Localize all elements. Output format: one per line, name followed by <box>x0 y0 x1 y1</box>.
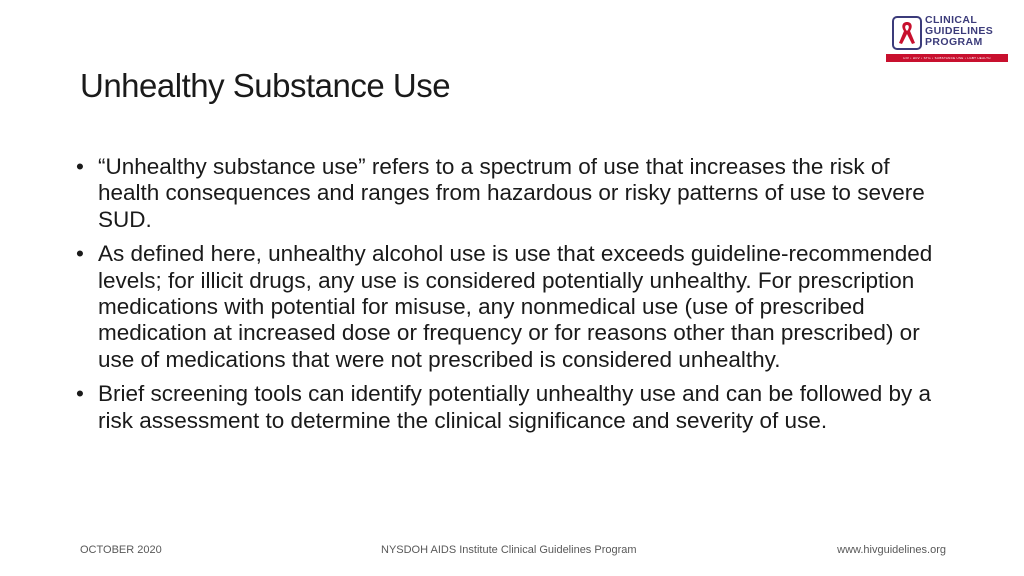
bullet-text: “Unhealthy substance use” refers to a spectrum of use that increases the risk of health consequences and ranges from hazardous or risky patterns of use to severe SUD. <box>98 154 925 232</box>
logo-line-1: CLINICAL <box>925 14 978 26</box>
bullet-item <box>76 154 956 233</box>
logo-line-2: GUIDELINES <box>925 25 994 37</box>
bullet-text: As defined here, unhealthy alcohol use is use that exceeds guideline-recommended levels; for illicit drugs, any use is considered potentially unhealthy. For prescription medications with potential for misuse, any nonmedical use (use of prescribed medication at increased dose or frequency or for reasons other than prescribed) or use of medications that were not prescribed is considered unhealthy. <box>98 241 933 372</box>
footer-website-link[interactable]: www.hivguidelines.org <box>837 544 946 556</box>
ribbon-icon <box>892 16 922 50</box>
footer-date: OCTOBER 2020 <box>80 544 162 556</box>
logo-tagline-bar: HIV • HCV • STIs • SUBSTANCE USE • LGBT HEALTH <box>886 54 1008 62</box>
bullet-marker: • <box>76 154 84 179</box>
bullet-text: Brief screening tools can identify potentially unhealthy use and can be followed by a risk assessment to determine the clinical significance and severity of use. <box>98 381 932 433</box>
bullet-item <box>76 241 956 373</box>
bullet-item <box>76 381 956 434</box>
bullet-marker: • <box>76 241 84 267</box>
bullet-marker: • <box>76 381 84 407</box>
slide-title: Unhealthy Substance Use <box>80 67 451 104</box>
footer-organization: NYSDOH AIDS Institute Clinical Guidelines Program <box>381 544 637 556</box>
clinical-guidelines-program-logo <box>886 14 1008 64</box>
logo-line-3: PROGRAM <box>925 36 983 48</box>
logo-wordmark <box>925 15 993 48</box>
bullet-list <box>76 154 956 442</box>
